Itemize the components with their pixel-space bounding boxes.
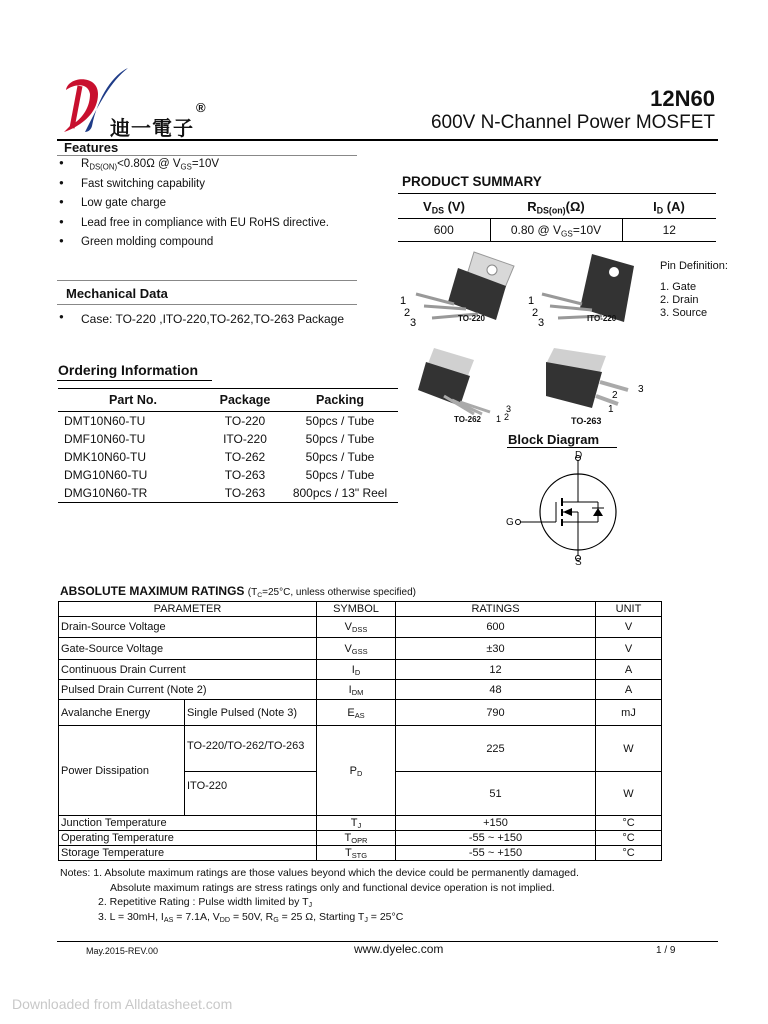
rating-cell: -55 ~ +150 bbox=[396, 831, 596, 846]
notes bbox=[60, 866, 720, 924]
note-line: 3. L = 30mH, $I_{AS} = 7.1A$, $V_{DD} = 50V$, $R_G = 25$ Ω, Starting $T_J = 25^\circ C$ bbox=[98, 910, 404, 924]
symbol-cell: $P_D$ bbox=[317, 726, 396, 816]
svg-text:3: 3 bbox=[638, 384, 644, 395]
svg-text:1: 1 bbox=[400, 295, 407, 307]
part-no-cell: DMF10N60-TU bbox=[64, 432, 146, 446]
summary-title: PRODUCT SUMMARY bbox=[402, 174, 542, 189]
label-to220: TO-220 bbox=[458, 314, 485, 323]
table-row bbox=[59, 726, 662, 772]
pin-item: 1. Gate bbox=[660, 281, 697, 293]
symbol-cell: $T_{STG}$ bbox=[317, 846, 396, 861]
amr-title: ABSOLUTE MAXIMUM RATINGS bbox=[60, 584, 245, 598]
param-sub-cell: ITO-220 bbox=[185, 772, 317, 816]
param-sub-cell: Single Pulsed (Note 3) bbox=[185, 700, 317, 726]
drain-label: D bbox=[575, 450, 583, 461]
mechanical-list bbox=[59, 312, 344, 332]
amr-heading bbox=[60, 584, 416, 598]
svg-text:2: 2 bbox=[612, 390, 618, 401]
block-diagram-rule bbox=[507, 447, 617, 448]
param-cell: Avalanche Energy bbox=[59, 700, 185, 726]
ordering-header: Packing bbox=[282, 389, 398, 412]
unit-cell: °C bbox=[596, 816, 662, 831]
symbol-cell: $T_J$ bbox=[317, 816, 396, 831]
to262-package-image bbox=[418, 348, 511, 424]
features-rule bbox=[57, 155, 357, 156]
amr-header: SYMBOL bbox=[317, 602, 396, 617]
amr-header: RATINGS bbox=[396, 602, 596, 617]
summary-header: $I_D$ (A) bbox=[622, 194, 716, 219]
label-ito220: ITO-220 bbox=[587, 314, 617, 323]
table-row bbox=[58, 430, 398, 448]
symbol-cell: $I_D$ bbox=[317, 660, 396, 680]
ordering-title: Ordering Information bbox=[58, 362, 198, 378]
table-row bbox=[59, 846, 662, 861]
part-no-cell: DMT10N60-TU bbox=[64, 414, 146, 428]
gate-label: G bbox=[506, 517, 514, 528]
website-link[interactable]: www.dyelec.com bbox=[354, 942, 444, 956]
table-row bbox=[58, 448, 398, 466]
pin-item: 3. Source bbox=[660, 307, 708, 319]
to263-package-image bbox=[546, 348, 644, 415]
summary-cell: 12 bbox=[622, 219, 716, 242]
rating-cell: 790 bbox=[396, 700, 596, 726]
unit-cell: V bbox=[596, 638, 662, 660]
part-no-cell: DMG10N60-TU bbox=[64, 468, 148, 482]
header-rule bbox=[57, 139, 718, 141]
mosfet-symbol bbox=[500, 450, 630, 570]
svg-text:2: 2 bbox=[504, 412, 510, 422]
mechanical-rule-top bbox=[57, 280, 357, 281]
summary-cell: 0.80 @ $V_{GS}=10V$ bbox=[490, 219, 622, 242]
ordering-header: Part No. bbox=[58, 389, 208, 412]
unit-cell: A bbox=[596, 680, 662, 700]
note-text: 1. Absolute maximum ratings are those values beyond which the device could be permanently damaged. bbox=[93, 867, 579, 879]
param-cell: Storage Temperature bbox=[59, 846, 317, 861]
param-cell: Junction Temperature bbox=[59, 816, 317, 831]
label-to262: TO-262 bbox=[454, 415, 481, 424]
rating-cell: 225 bbox=[396, 726, 596, 772]
part-subtitle: 600V N-Channel Power MOSFET bbox=[430, 112, 715, 133]
package-cell: TO-220 bbox=[224, 414, 266, 428]
svg-text:3: 3 bbox=[410, 317, 417, 329]
symbol-cell: $V_{DSS}$ bbox=[317, 617, 396, 638]
pin-definition-list bbox=[660, 281, 707, 320]
feature-item: ● Fast switching capability bbox=[59, 178, 329, 198]
param-cell: Operating Temperature bbox=[59, 831, 317, 846]
table-row bbox=[59, 816, 662, 831]
param-cell: Power Dissipation bbox=[59, 726, 185, 816]
param-cell: Gate-Source Voltage bbox=[59, 638, 317, 660]
symbol-cell: $I_{DM}$ bbox=[317, 680, 396, 700]
block-diagram-title: Block Diagram bbox=[508, 432, 600, 447]
feature-item: ● Green molding compound bbox=[59, 236, 329, 256]
amr-header: UNIT bbox=[596, 602, 662, 617]
table-row bbox=[59, 660, 662, 680]
svg-text:2: 2 bbox=[404, 307, 411, 319]
part-no-cell: DMG10N60-TR bbox=[64, 486, 148, 500]
package-images bbox=[396, 246, 646, 436]
company-name: 迪一電子 bbox=[110, 116, 194, 140]
summary-header: $V_{DS}$ (V) bbox=[398, 194, 490, 219]
pin-item: 2. Drain bbox=[660, 294, 699, 306]
svg-text:3: 3 bbox=[538, 317, 545, 329]
to220-package-image bbox=[400, 252, 514, 329]
amr-header: PARAMETER bbox=[59, 602, 317, 617]
table-row bbox=[59, 680, 662, 700]
rating-cell: 48 bbox=[396, 680, 596, 700]
ordering-header: Package bbox=[208, 389, 282, 412]
packing-cell: 50pcs / Tube bbox=[305, 432, 375, 446]
symbol-cell: $T_{OPR}$ bbox=[317, 831, 396, 846]
svg-text:2: 2 bbox=[532, 307, 539, 319]
unit-cell: °C bbox=[596, 846, 662, 861]
page-number: 1 / 9 bbox=[656, 945, 676, 956]
packing-cell: 800pcs / 13" Reel bbox=[292, 486, 388, 500]
note-line: Absolute maximum ratings are stress ratings only and functional device operation is not implied. bbox=[110, 881, 555, 894]
amr-condition: ($T_C=25^\circ C$, unless otherwise specified) bbox=[247, 587, 416, 600]
rating-cell: 51 bbox=[396, 772, 596, 816]
revision: May.2015-REV.00 bbox=[86, 946, 159, 956]
pin-definition-title: Pin Definition: bbox=[660, 260, 728, 272]
unit-cell: W bbox=[596, 772, 662, 816]
source-label: S bbox=[575, 557, 582, 568]
mechanical-rule-bottom bbox=[57, 304, 357, 305]
unit-cell: mJ bbox=[596, 700, 662, 726]
features-title: Features bbox=[64, 140, 119, 155]
package-cell: TO-263 bbox=[224, 468, 266, 482]
svg-text:3: 3 bbox=[506, 404, 512, 414]
summary-table bbox=[398, 193, 716, 242]
table-row bbox=[59, 617, 662, 638]
mechanical-title: Mechanical Data bbox=[66, 286, 168, 301]
ordering-table bbox=[58, 388, 398, 503]
part-number: 12N60 bbox=[650, 86, 715, 111]
rating-cell: +150 bbox=[396, 816, 596, 831]
registered-mark: ® bbox=[196, 100, 206, 115]
unit-cell: A bbox=[596, 660, 662, 680]
package-cell: ITO-220 bbox=[223, 432, 267, 446]
rating-cell: -55 ~ +150 bbox=[396, 846, 596, 861]
table-row bbox=[59, 638, 662, 660]
param-cell: Continuous Drain Current bbox=[59, 660, 317, 680]
svg-text:1: 1 bbox=[528, 295, 535, 307]
unit-cell: V bbox=[596, 617, 662, 638]
packing-cell: 50pcs / Tube bbox=[305, 468, 375, 482]
symbol-cell: $E_{AS}$ bbox=[317, 700, 396, 726]
rating-cell: 12 bbox=[396, 660, 596, 680]
packing-cell: 50pcs / Tube bbox=[305, 414, 375, 428]
package-cell: TO-263 bbox=[224, 486, 266, 500]
param-cell: Pulsed Drain Current (Note 2) bbox=[59, 680, 317, 700]
unit-cell: W bbox=[596, 726, 662, 772]
note-line bbox=[60, 866, 720, 881]
ordering-title-rule bbox=[57, 380, 212, 381]
rating-cell: ±30 bbox=[396, 638, 596, 660]
mechanical-item: ● Case: TO-220 ,ITO-220,TO-262,TO-263 Package bbox=[59, 312, 344, 332]
feature-item: ● $R_{DS(ON)}<0.80\Omega$ @ $V_{GS}=10V$ bbox=[59, 158, 329, 178]
feature-item: ● Lead free in compliance with EU RoHS directive. bbox=[59, 217, 329, 237]
watermark: Downloaded from Alldatasheet.com bbox=[12, 996, 233, 1012]
part-no-cell: DMK10N60-TU bbox=[64, 450, 147, 464]
table-row bbox=[58, 412, 398, 431]
table-row bbox=[59, 700, 662, 726]
notes-label: Notes: bbox=[60, 867, 91, 879]
summary-header: $R_{DS(on)}(\Omega)$ bbox=[490, 194, 622, 219]
feature-item: ● Low gate charge bbox=[59, 197, 329, 217]
note-line: 2. Repetitive Rating : Pulse width limited by $T_J$ bbox=[98, 896, 313, 910]
table-row bbox=[58, 484, 398, 503]
packing-cell: 50pcs / Tube bbox=[305, 450, 375, 464]
param-sub-cell: TO-220/TO-262/TO-263 bbox=[185, 726, 317, 772]
package-cell: TO-262 bbox=[224, 450, 266, 464]
amr-table bbox=[58, 601, 662, 861]
svg-text:1: 1 bbox=[608, 404, 614, 415]
symbol-cell: $V_{GSS}$ bbox=[317, 638, 396, 660]
summary-cell: 600 bbox=[398, 219, 490, 242]
features-list bbox=[59, 158, 329, 256]
unit-cell: °C bbox=[596, 831, 662, 846]
table-row bbox=[58, 466, 398, 484]
table-row bbox=[59, 831, 662, 846]
param-cell: Drain-Source Voltage bbox=[59, 617, 317, 638]
ito220-package-image bbox=[528, 254, 634, 329]
svg-text:1: 1 bbox=[496, 414, 502, 424]
rating-cell: 600 bbox=[396, 617, 596, 638]
label-to263: TO-263 bbox=[571, 416, 602, 426]
